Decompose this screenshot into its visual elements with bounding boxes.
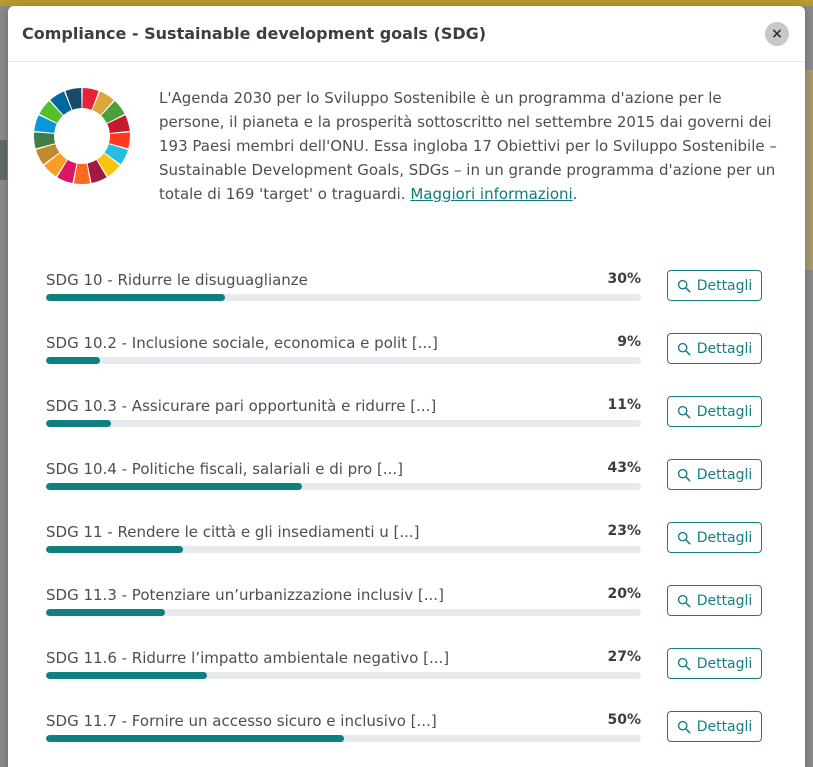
sdg-progress-fill [46,483,302,490]
details-button-label: Dettagli [696,655,753,672]
sdg-label: SDG 11.7 - Fornire un accesso sicuro e inclusivo [...] [46,712,437,730]
details-button[interactable] [667,711,762,742]
sdg-progress-fill [46,735,344,742]
sdg-progress-track [46,294,641,301]
sdg-progress-fill [46,672,207,679]
sdg-label: SDG 10.2 - Inclusione sociale, economica e polit [...] [46,334,438,352]
sdg-progress-fill [46,294,225,301]
sdg-progress-track [46,609,641,616]
sdg-row [46,709,766,767]
details-button-label: Dettagli [696,529,753,546]
sdg-wheel-logo [32,86,132,186]
sdg-percent: 27% [607,649,641,665]
sdg-row [46,394,766,457]
sdg-percent: 9% [617,334,641,350]
details-button-label: Dettagli [696,718,753,735]
close-button[interactable]: × [765,22,789,46]
sdg-label: SDG 11.3 - Potenziare un’urbanizzazione inclusiv [...] [46,586,444,604]
backdrop-right-card [805,70,813,270]
sdg-label: SDG 10 - Ridurre le disuguaglianze [46,271,308,289]
sdg-percent: 30% [607,271,641,287]
sdg-percent: 11% [607,397,641,413]
search-icon [677,279,691,293]
search-icon [677,342,691,356]
intro-text [159,86,784,206]
sdg-row [46,646,766,709]
sdg-modal [8,6,805,767]
intro-paragraph: L'Agenda 2030 per lo Sviluppo Sostenibile è un programma d'azione per le persone, il pianeta e la prosperità sottoscritto nel settembre 2015 dai governi dei 193 Paesi membri dell'ONU. Essa ingloba 17 Obiettivi per lo Sviluppo Sostenibile – Sustainable Development Goals, SDGs – in un grande programma d'azione per un totale di 169 'target' o traguardi. [159,89,777,203]
details-button[interactable] [667,459,762,490]
sdg-percent: 23% [607,523,641,539]
sdg-progress-track [46,672,641,679]
details-button-label: Dettagli [696,277,753,294]
sdg-progress-fill [46,609,165,616]
sdg-row [46,583,766,646]
sdg-label: SDG 11.6 - Ridurre l’impatto ambientale negativo [...] [46,649,450,667]
more-info-link[interactable]: Maggiori informazioni [410,185,573,203]
sdg-label: SDG 10.3 - Assicurare pari opportunità e ridurre [...] [46,397,437,415]
sdg-progress-fill [46,357,100,364]
search-icon [677,405,691,419]
sdg-progress-fill [46,420,111,427]
sdg-percent: 20% [607,586,641,602]
sdg-progress-track [46,357,641,364]
details-button-label: Dettagli [696,340,753,357]
sdg-wheel-segment [74,164,90,184]
sdg-row [46,331,766,394]
sdg-progress-fill [46,546,183,553]
search-icon [677,531,691,545]
sdg-row [46,457,766,520]
search-icon [677,594,691,608]
details-button-label: Dettagli [696,403,753,420]
sdg-label: SDG 11 - Rendere le città e gli insediamenti u [...] [46,523,420,541]
search-icon [677,720,691,734]
details-button[interactable] [667,270,762,301]
details-button[interactable] [667,648,762,679]
details-button-label: Dettagli [696,592,753,609]
search-icon [677,468,691,482]
details-button[interactable] [667,333,762,364]
sdg-row [46,520,766,583]
details-button-label: Dettagli [696,466,753,483]
details-button[interactable] [667,585,762,616]
search-icon [677,657,691,671]
modal-header [8,6,805,62]
sdg-percent: 50% [607,712,641,728]
intro-trailing: . [572,185,578,203]
sdg-percent: 43% [607,460,641,476]
sdg-progress-track [46,735,641,742]
modal-title: Compliance - Sustainable development goals (SDG) [22,24,487,43]
sdg-label: SDG 10.4 - Politiche fiscali, salariali e di pro [...] [46,460,403,478]
sdg-progress-track [46,420,641,427]
details-button[interactable] [667,396,762,427]
sdg-progress-track [46,546,641,553]
details-button[interactable] [667,522,762,553]
backdrop-left-strip [0,140,7,180]
sdg-list [46,268,766,767]
sdg-row [46,268,766,331]
sdg-progress-track [46,483,641,490]
